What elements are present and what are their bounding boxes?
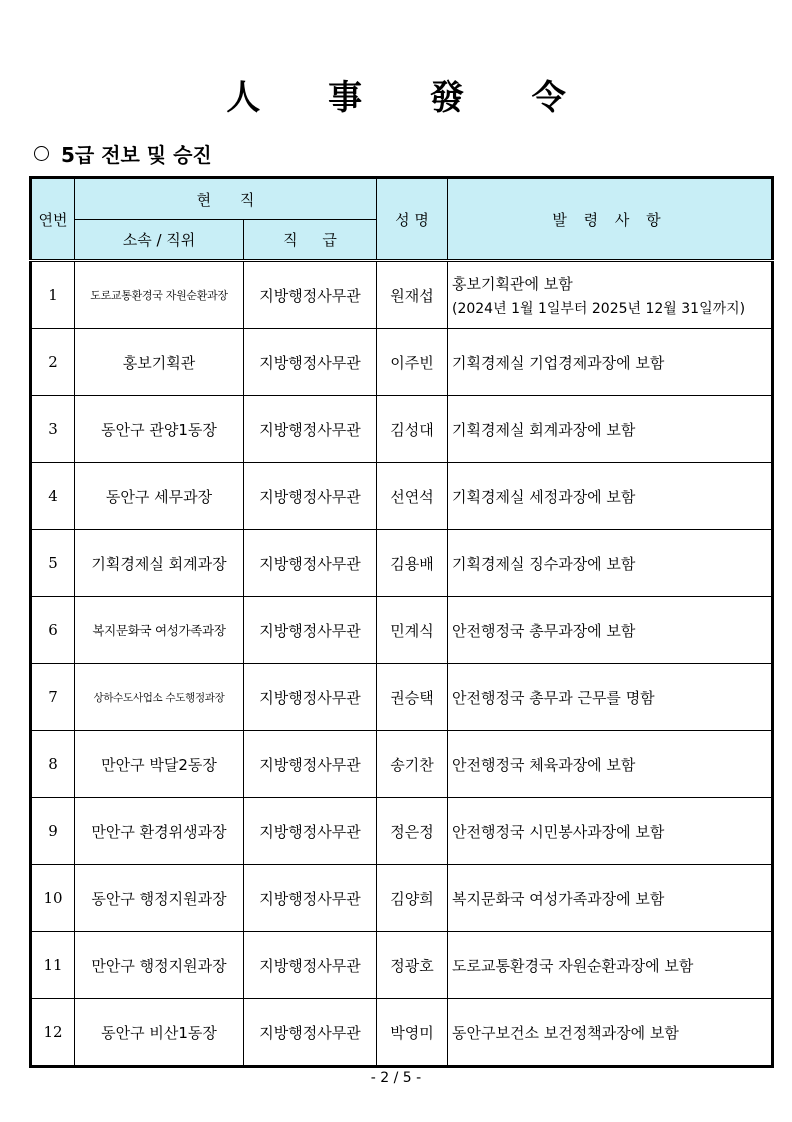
row-grade: 지방행정사무관 [244, 664, 377, 731]
row-order: 기획경제실 기업경제과장에 보함 [448, 329, 773, 396]
row-department: 동안구 세무과장 [75, 463, 244, 530]
row-number: 5 [31, 530, 75, 597]
row-grade: 지방행정사무관 [244, 396, 377, 463]
row-order: 안전행정국 체육과장에 보함 [448, 731, 773, 798]
table-row [31, 329, 773, 396]
row-name: 이주빈 [377, 329, 448, 396]
row-grade: 지방행정사무관 [244, 463, 377, 530]
row-department: 기획경제실 회계과장 [75, 530, 244, 597]
table-row [31, 865, 773, 932]
circle-icon [34, 146, 49, 161]
row-grade: 지방행정사무관 [244, 865, 377, 932]
header-order: 발 령 사 항 [448, 178, 773, 261]
row-order: 안전행정국 총무과 근무를 명함 [448, 664, 773, 731]
row-order: 복지문화국 여성가족과장에 보함 [448, 865, 773, 932]
table-row [31, 530, 773, 597]
row-number: 2 [31, 329, 75, 396]
row-name: 박영미 [377, 999, 448, 1067]
row-number: 12 [31, 999, 75, 1067]
row-department: 동안구 관양1동장 [75, 396, 244, 463]
row-order: 동안구보건소 보건정책과장에 보함 [448, 999, 773, 1067]
section-heading [34, 139, 212, 168]
table-row [31, 999, 773, 1067]
row-department: 만안구 박달2동장 [75, 731, 244, 798]
header-affiliation-position: 소속 / 직위 [75, 220, 244, 261]
row-order: 안전행정국 시민봉사과장에 보함 [448, 798, 773, 865]
row-number: 3 [31, 396, 75, 463]
header-current-position: 현 직 [75, 178, 377, 220]
row-number: 1 [31, 261, 75, 329]
row-department: 도로교통환경국 자원순환과장 [75, 261, 244, 329]
table-row [31, 798, 773, 865]
personnel-table [29, 176, 774, 1068]
table-row [31, 664, 773, 731]
row-department: 만안구 환경위생과장 [75, 798, 244, 865]
header-grade: 직 급 [244, 220, 377, 261]
table-row [31, 463, 773, 530]
row-grade: 지방행정사무관 [244, 530, 377, 597]
row-name: 김양희 [377, 865, 448, 932]
row-department: 만안구 행정지원과장 [75, 932, 244, 999]
row-name: 원재섭 [377, 261, 448, 329]
row-name: 김성대 [377, 396, 448, 463]
row-grade: 지방행정사무관 [244, 597, 377, 664]
row-department: 홍보기획관 [75, 329, 244, 396]
table-row [31, 261, 773, 329]
row-grade: 지방행정사무관 [244, 932, 377, 999]
row-grade: 지방행정사무관 [244, 798, 377, 865]
row-name: 정은정 [377, 798, 448, 865]
row-grade: 지방행정사무관 [244, 261, 377, 329]
document-title: 人 事 發 令 [226, 78, 594, 118]
row-name: 정광호 [377, 932, 448, 999]
row-order: 기획경제실 세정과장에 보함 [448, 463, 773, 530]
row-order: 도로교통환경국 자원순환과장에 보함 [448, 932, 773, 999]
row-order: 안전행정국 총무과장에 보함 [448, 597, 773, 664]
row-order-line1: 홍보기획관에 보함 [452, 274, 573, 293]
header-seq: 연번 [31, 178, 75, 261]
row-name: 선연석 [377, 463, 448, 530]
row-number: 11 [31, 932, 75, 999]
table-row [31, 597, 773, 664]
row-number: 10 [31, 865, 75, 932]
row-order [448, 261, 773, 329]
row-department: 동안구 비산1동장 [75, 999, 244, 1067]
row-number: 9 [31, 798, 75, 865]
row-department: 상하수도사업소 수도행정과장 [75, 664, 244, 731]
row-grade: 지방행정사무관 [244, 329, 377, 396]
header-name: 성 명 [377, 178, 448, 261]
table-row [31, 396, 773, 463]
row-number: 4 [31, 463, 75, 530]
row-name: 민계식 [377, 597, 448, 664]
row-number: 8 [31, 731, 75, 798]
row-number: 6 [31, 597, 75, 664]
row-order: 기획경제실 징수과장에 보함 [448, 530, 773, 597]
row-department: 동안구 행정지원과장 [75, 865, 244, 932]
row-department: 복지문화국 여성가족과장 [75, 597, 244, 664]
row-order-line2: (2024년 1월 1일부터 2025년 12월 31일까지) [452, 300, 746, 317]
row-grade: 지방행정사무관 [244, 999, 377, 1067]
row-grade: 지방행정사무관 [244, 731, 377, 798]
row-name: 권승택 [377, 664, 448, 731]
row-order: 기획경제실 회계과장에 보함 [448, 396, 773, 463]
page-number: - 2 / 5 - [370, 1070, 422, 1086]
table-row [31, 731, 773, 798]
table-row [31, 932, 773, 999]
row-number: 7 [31, 664, 75, 731]
row-name: 김용배 [377, 530, 448, 597]
section-heading-text: 5급 전보 및 승진 [61, 143, 212, 167]
row-name: 송기찬 [377, 731, 448, 798]
